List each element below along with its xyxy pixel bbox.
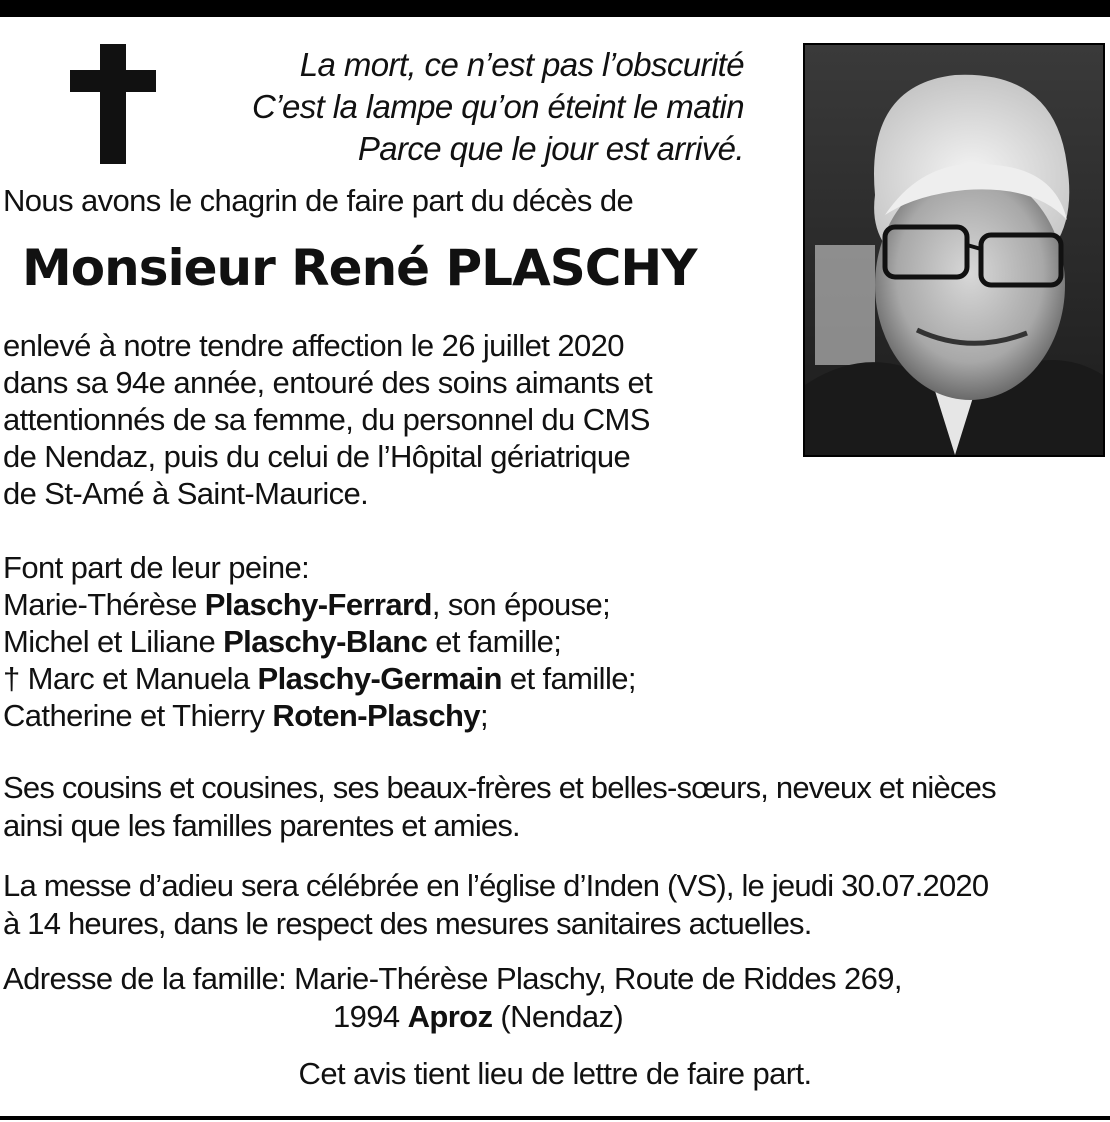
member-relation: et famille; bbox=[427, 624, 562, 659]
relatives-paragraph bbox=[3, 769, 996, 845]
member-surname: Roten-Plaschy bbox=[272, 698, 480, 733]
family-address bbox=[3, 960, 902, 1036]
family-member bbox=[3, 623, 636, 660]
member-surname: Plaschy-Ferrard bbox=[204, 587, 432, 622]
mass-paragraph bbox=[3, 867, 988, 943]
member-relation: ; bbox=[479, 698, 488, 733]
family-member bbox=[3, 660, 636, 697]
family-member bbox=[3, 586, 636, 623]
portrait-image bbox=[805, 45, 1103, 455]
cross-icon bbox=[70, 44, 156, 164]
member-given-names: Marie-Thérèse bbox=[3, 587, 205, 622]
mass-line: La messe d’adieu sera célébrée en l’église d’Inden (VS), le jeudi 30.07.2020 bbox=[3, 868, 989, 903]
address-postcode: 1994 bbox=[333, 999, 408, 1034]
member-relation: , son épouse; bbox=[431, 587, 611, 622]
poem-line: La mort, ce n’est pas l’obscurité bbox=[299, 46, 744, 83]
death-details bbox=[3, 327, 652, 512]
mass-line: à 14 heures, dans le respect des mesures sanitaires actuelles. bbox=[3, 906, 812, 941]
family-list bbox=[3, 549, 636, 734]
member-surname: Plaschy-Blanc bbox=[223, 624, 428, 659]
poem-line: Parce que le jour est arrivé. bbox=[357, 130, 744, 167]
poem-line: C’est la lampe qu’on éteint le matin bbox=[251, 88, 744, 125]
announcement-text: Nous avons le chagrin de faire part du décès de bbox=[3, 183, 634, 218]
details-line: de St-Amé à Saint-Maurice. bbox=[3, 476, 369, 511]
poem bbox=[252, 44, 744, 170]
details-line: attentionnés de sa femme, du personnel du CMS bbox=[3, 402, 650, 437]
details-line: enlevé à notre tendre affection le 26 juillet 2020 bbox=[3, 328, 624, 363]
member-given-names: Michel et Liliane bbox=[3, 624, 224, 659]
member-relation: et famille; bbox=[501, 661, 636, 696]
closing-note: Cet avis tient lieu de lettre de faire part. bbox=[298, 1056, 812, 1091]
deceased-name: Monsieur René PLASCHY bbox=[22, 239, 697, 297]
address-line: Adresse de la famille: Marie-Thérèse Plaschy, Route de Riddes 269, bbox=[3, 961, 902, 996]
member-given-names: Catherine et Thierry bbox=[3, 698, 273, 733]
relatives-line: ainsi que les familles parentes et amies. bbox=[3, 808, 520, 843]
details-line: dans sa 94e année, entouré des soins aimants et bbox=[3, 365, 653, 400]
relatives-line: Ses cousins et cousines, ses beaux-frères et belles-sœurs, neveux et nièces bbox=[3, 770, 996, 805]
portrait-photo bbox=[803, 43, 1105, 457]
details-line: de Nendaz, puis du celui de l’Hôpital gériatrique bbox=[3, 439, 631, 474]
family-member bbox=[3, 697, 636, 734]
family-intro: Font part de leur peine: bbox=[3, 550, 310, 585]
member-given-names: † Marc et Manuela bbox=[3, 661, 258, 696]
address-region: (Nendaz) bbox=[492, 999, 624, 1034]
address-locality bbox=[3, 998, 902, 1036]
member-surname: Plaschy-Germain bbox=[257, 661, 502, 696]
address-city: Aproz bbox=[407, 999, 493, 1034]
top-rule bbox=[0, 0, 1110, 17]
bottom-rule bbox=[0, 1116, 1110, 1120]
